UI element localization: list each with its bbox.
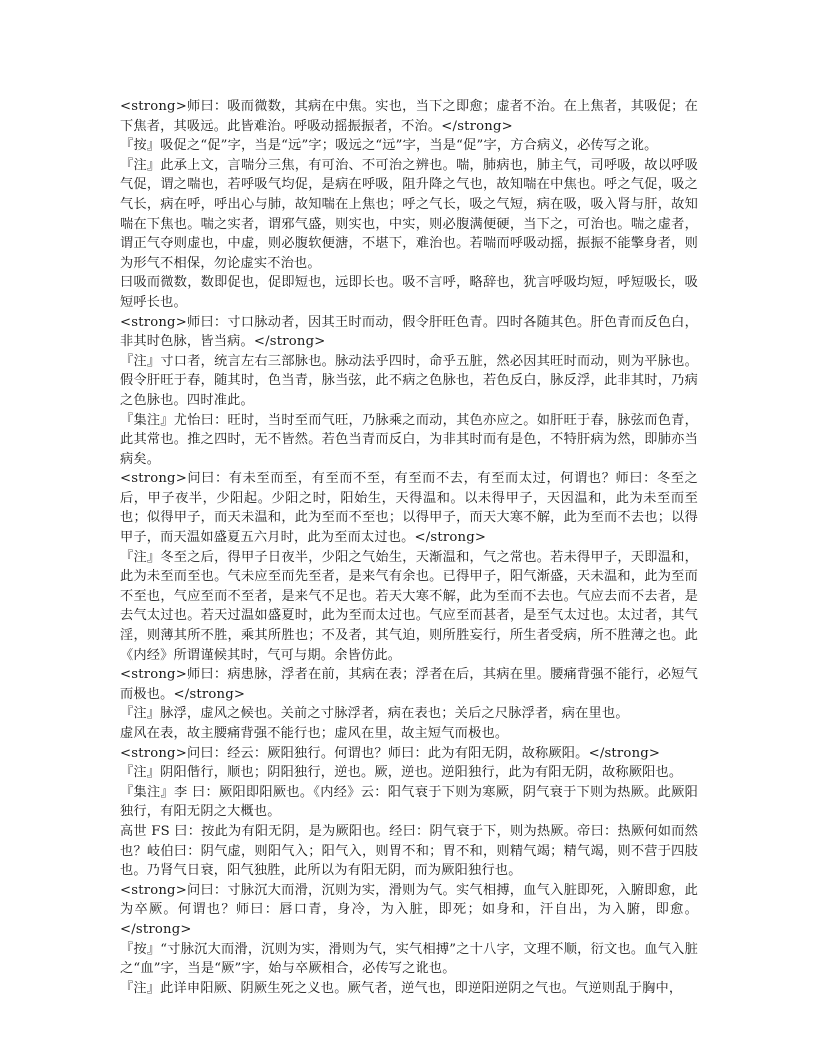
text-paragraph: 『注』脉浮，虚风之候也。关前之寸脉浮者，病在表也；关后之尺脉浮者，病在里也。 [120, 706, 629, 722]
text-paragraph: 『按』吸促之“促”字，当是“远”字；吸远之“远”字，当是“促”字，方合病义，必传写之讹。 [120, 138, 658, 154]
text-paragraph: 『集注』尤怡曰：旺时，当时至而气旺，乃脉乘之而动，其色亦应之。如肝旺于春，脉弦而色青，此其常也。推之四时，无不皆然。若色当青而反白，为非其时而有是色，不特肝病为然，即肺亦当病矣。 [120, 412, 698, 467]
text-paragraph: 『集注』李 曰：厥阳即阳厥也。《内经》云：阳气衰于下则为寒厥，阴气衰于下则为热厥。此厥阳独行，有阳无阴之大概也。 [120, 784, 698, 820]
text-paragraph: 高世 FS 曰：按此为有阳无阴，是为厥阳也。经曰：阴气衰于下，则为热厥。帝曰：热厥何如而然也？岐伯曰：阴气虚，则阳气入；阳气入，则胃不和；胃不和，则精气竭；精气竭，则不营于四肢也。乃肾气日衰，阳气独胜，此所以为有阳无阴，而为厥阳独行也。 [120, 823, 698, 879]
text-paragraph: <strong>师曰：吸而微数，其病在中焦。实也，当下之即愈；虚者不治。在上焦者，其吸促；在下焦者，其吸远。此皆难治。呼吸动摇振振者，不治。</strong> [120, 99, 698, 134]
text-paragraph: <strong>问曰：有未至而至，有至而不至，有至而不去，有至而太过，何谓也？师曰：冬至之后，甲子夜半，少阳起。少阳之时，阳始生，天得温和。以未得甲子，天因温和，此为未至而至也；似得甲子，而天未温和，此为至而不至也；以得甲子，而天大寒不解，此为至而不去也；以得甲子，而天温如盛夏五六月时，此为至而太过也。</strong> [120, 471, 698, 546]
text-paragraph: <strong>师曰：病患脉，浮者在前，其病在表；浮者在后，其病在里。腰痛背强不能行，必短气而极也。</strong> [120, 667, 698, 702]
text-paragraph: 『注』寸口者，统言左右三部脉也。脉动法乎四时，命乎五脏，然必因其旺时而动，则为平脉也。假令肝旺于春，随其时，色当青，脉当弦，此不病之色脉也，若色反白，脉反浮，此非其时，乃病之色脉也。四时准此。 [120, 353, 698, 408]
text-paragraph: 虚风在表，故主腰痛背强不能行也；虚风在里，故主短气而极也。 [120, 726, 509, 741]
text-paragraph: <strong>师曰：寸口脉动者，因其王时而动，假令肝旺色青。四时各随其色。肝色青而反色白，非其时色脉，皆当病。</strong> [120, 314, 698, 350]
text-paragraph: 『注』冬至之后，得甲子日夜半，少阳之气始生，天渐温和，气之常也。若未得甲子，天即温和，此为未至而至也。气未应至而先至者，是来气有余也。已得甲子，阳气渐盛，天未温和，此为至而不至也，气应至而不至者，是来气不足也。若天大寒不解，此为至而不去也。气应去而不去者，是去气太过也。若天过温如盛夏时，此为至而太过也。气应至而甚者，是至气太过也。太过者，其气淫，则薄其所不胜，乘其所胜也；不及者，其气迫，则所胜妄行，所生者受病，所不胜薄之也。此《内经》所谓谨候其时，气可与期。余皆仿此。 [120, 549, 698, 663]
text-paragraph: 『注』此承上文，言喘分三焦，有可治、不可治之辨也。喘，肺病也，肺主气，司呼吸，故以呼吸气促，谓之喘也，若呼吸气均促，是病在呼吸，阻升降之气也，故知喘在中焦也。呼之气促，吸之气长，病在呼，呼出心与肺，故知喘在上焦也；呼之气长，吸之气短，病在吸，吸入肾与肝，故知喘在下焦也。喘之实者，谓邪气盛，则实也，中实，则必腹满便硬，当下之，可治也。喘之虚者，谓正气夺则虚也，中虚，则必腹软便溏，不堪下，难治也。若喘而呼吸动摇，振振不能擎身者，则为形气不相保，勿论虚实不治也。 [120, 157, 698, 271]
text-paragraph: <strong>问曰：寸脉沉大而滑，沉则为实，滑则为气。实气相搏，血气入脏即死，入腑即愈，此为卒厥。何谓也？师曰：唇口青，身冷，为入脏，即死；如身和，汗自出，为入腑，即愈。</strong> [120, 882, 698, 937]
text-paragraph: 『按』“寸脉沉大而滑，沉则为实，滑则为气，实气相搏”之十八字，文理不顺，衍文也。血气入脏之“血”字，当是“厥”字，始与卒厥相合，必传写之讹也。 [120, 941, 698, 977]
text-paragraph: <strong>问曰：经云：厥阳独行。何谓也？师曰：此为有阳无阴，故称厥阳。</strong> [120, 745, 661, 761]
text-paragraph: 『注』阴阳偕行，顺也；阴阳独行，逆也。厥，逆也。逆阳独行，此为有阳无阴，故称厥阳也。 [120, 765, 683, 781]
text-paragraph: 曰吸而微数，数即促也，促即短也，远即长也。吸不言呼，略辞也，犹言呼吸均短，呼短吸长，吸短呼长也。 [120, 275, 698, 310]
text-paragraph: 『注』此详申阳厥、阴厥生死之义也。厥气者，逆气也，即逆阳逆阴之气也。气逆则乱于胸中， [120, 980, 683, 996]
document-page [120, 97, 698, 998]
